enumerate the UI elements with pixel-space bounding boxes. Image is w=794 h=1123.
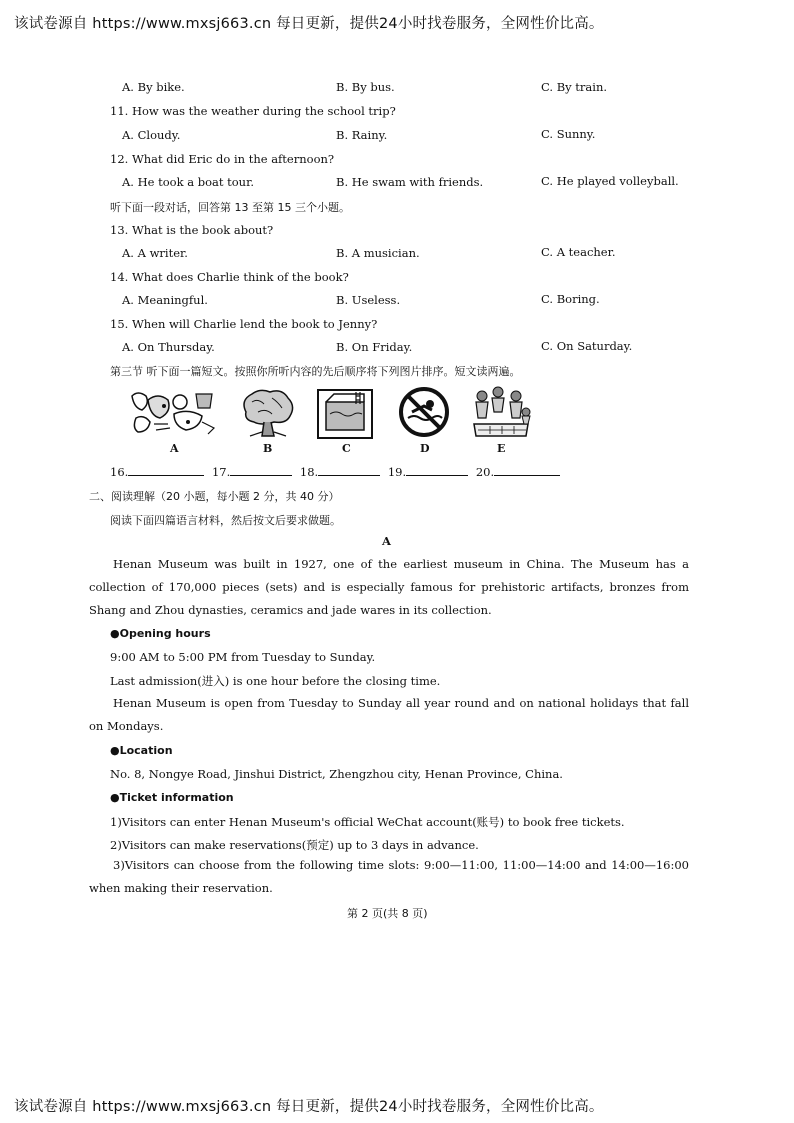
passage-label: A <box>382 534 391 548</box>
opening-hours-paragraph: Henan Museum is open from Tuesday to Sunday all year round and on national holidays that fall on Mondays. <box>89 696 689 733</box>
q12-option-c: C. He played volleyball. <box>541 174 679 188</box>
q15-option-b: B. On Friday. <box>336 340 413 354</box>
dialog-instruction: 听下面一段对话，回答第 13 至第 15 三个小题。 <box>110 201 350 214</box>
blank-17-line[interactable] <box>230 475 292 476</box>
ticket-info-heading: ●Ticket information <box>110 791 234 804</box>
q15-option-a: A. On Thursday. <box>122 340 215 354</box>
blank-18-number: 18. <box>299 465 319 479</box>
blank-19-line[interactable] <box>406 475 468 476</box>
picture-b-tree <box>238 388 298 440</box>
q11-option-b: B. Rainy. <box>336 128 388 142</box>
blank-18-line[interactable] <box>318 475 380 476</box>
picture-e-picnic <box>470 386 532 440</box>
q10-option-c: C. By train. <box>541 80 608 94</box>
ticket-item-1: 1)Visitors can enter Henan Museum's official WeChat account(账号) to book free tickets. <box>110 815 625 829</box>
q14-option-a: A. Meaningful. <box>122 293 208 307</box>
q14-option-c: C. Boring. <box>541 292 600 306</box>
q13-option-b: B. A musician. <box>336 246 420 260</box>
q11-option-a: A. Cloudy. <box>122 128 181 142</box>
picture-d-label: D <box>420 442 430 455</box>
q11-stem: 11. How was the weather during the school trip? <box>110 104 396 118</box>
q15-option-c: C. On Saturday. <box>541 339 633 353</box>
header-banner: 该试卷源自 https://www.mxsj663.cn 每日更新，提供24小时找卷服务，全网性价比高。 <box>14 16 604 32</box>
q15-stem: 15. When will Charlie lend the book to Jenny? <box>110 317 378 331</box>
opening-hours-line2: Last admission(进入) is one hour before the closing time. <box>110 674 441 688</box>
blank-20-number: 20. <box>475 465 495 479</box>
intro-paragraph: Henan Museum was built in 1927, one of the earliest museum in China. The Museum has a collection of 170,000 pieces (sets) and is especially famous for prehistoric artifacts, bronzes from Shang and Zhou dynasties, ceramics and jade wares in its collection. <box>89 557 689 617</box>
q13-option-c: C. A teacher. <box>541 245 616 259</box>
part2-instruction: 阅读下面四篇语言材料，然后按文后要求做题。 <box>110 514 341 527</box>
q12-option-b: B. He swam with friends. <box>336 175 484 189</box>
picture-b-label: B <box>263 442 273 455</box>
picture-a-museum-artifacts <box>128 388 218 438</box>
part2-title: 二、阅读理解（20 小题，每小题 2 分，共 40 分） <box>89 490 340 503</box>
opening-hours-heading: ●Opening hours <box>110 627 211 640</box>
page-number: 第 2 页(共 8 页) <box>347 907 428 920</box>
blank-16-number: 16. <box>110 465 129 479</box>
answer-blanks-row <box>110 465 560 479</box>
location-address: No. 8, Nongye Road, Jinshui District, Zhengzhou city, Henan Province, China. <box>110 767 563 781</box>
footer-banner: 该试卷源自 https://www.mxsj663.cn 每日更新，提供24小时找卷服务，全网性价比高。 <box>14 1099 604 1115</box>
blank-19-number: 19. <box>387 465 407 479</box>
q13-option-a: A. A writer. <box>122 246 188 260</box>
ticket-item-2: 2)Visitors can make reservations(预定) up to 3 days in advance. <box>110 838 479 852</box>
q10-option-b: B. By bus. <box>336 80 395 94</box>
section3-instruction: 第三节 听下面一篇短文。按照你所听内容的先后顺序将下列图片排序。短文读两遍。 <box>110 365 521 378</box>
q14-option-b: B. Useless. <box>336 293 401 307</box>
ticket-item-3: 3)Visitors can choose from the following time slots: 9:00—11:00, 11:00—14:00 and 14:00—16:00 when making their reservation. <box>89 858 689 895</box>
blank-17-number: 17. <box>211 465 231 479</box>
q12-stem: 12. What did Eric do in the afternoon? <box>110 152 335 166</box>
location-heading: ●Location <box>110 744 173 757</box>
q11-option-c: C. Sunny. <box>541 127 596 141</box>
picture-c-label: C <box>342 442 351 455</box>
opening-hours-line1: 9:00 AM to 5:00 PM from Tuesday to Sunday. <box>110 650 376 664</box>
q12-option-a: A. He took a boat tour. <box>122 175 254 189</box>
picture-a-label: A <box>170 442 179 455</box>
picture-e-label: E <box>497 442 506 455</box>
q10-option-a: A. By bike. <box>122 80 185 94</box>
picture-c-swimming-pool <box>316 388 374 440</box>
q14-stem: 14. What does Charlie think of the book? <box>110 270 349 284</box>
blank-20-line[interactable] <box>494 475 560 476</box>
blank-16-line[interactable] <box>128 475 204 476</box>
q13-stem: 13. What is the book about? <box>110 223 274 237</box>
picture-d-no-swimming-sign <box>398 386 450 438</box>
